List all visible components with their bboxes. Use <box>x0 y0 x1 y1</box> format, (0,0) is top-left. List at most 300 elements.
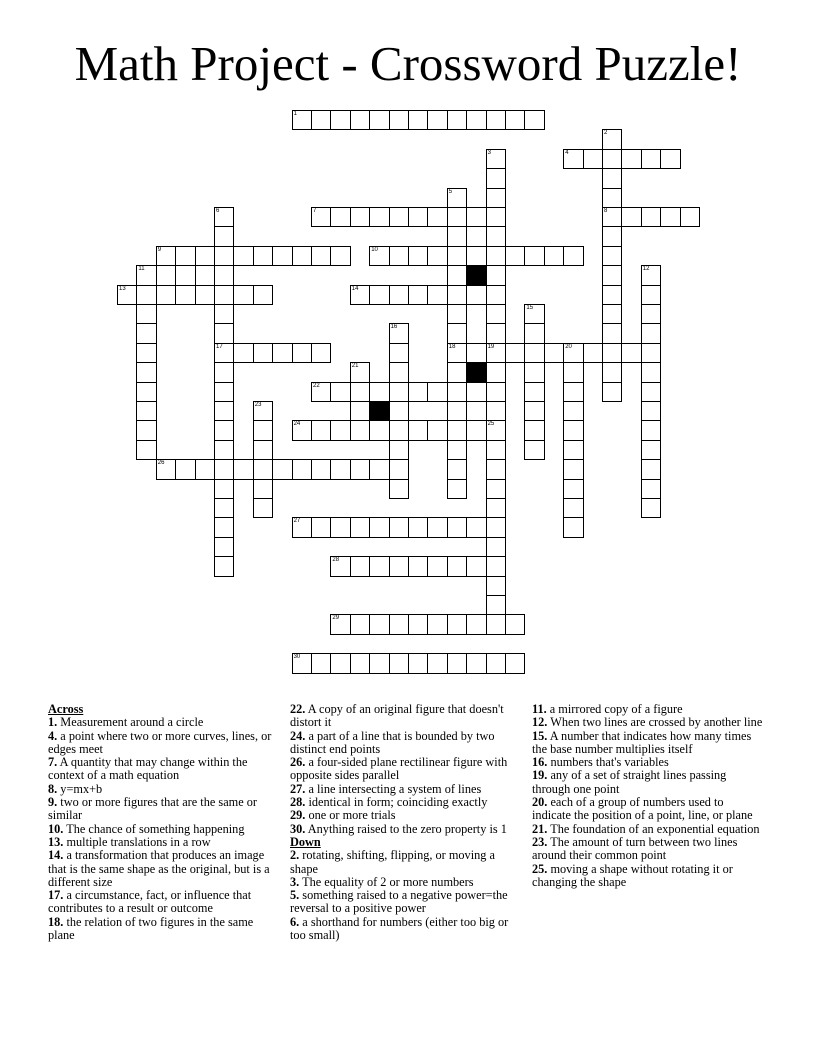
grid-cell[interactable] <box>136 382 156 402</box>
grid-cell[interactable] <box>369 246 389 266</box>
clue-number-label: 10 <box>371 246 378 253</box>
grid-cell[interactable] <box>466 517 486 537</box>
grid-cell[interactable] <box>350 382 370 402</box>
grid-cell[interactable] <box>466 110 486 130</box>
grid-cell[interactable] <box>408 285 428 305</box>
grid-cell[interactable] <box>175 459 195 479</box>
grid-cell[interactable] <box>602 285 622 305</box>
grid-cell[interactable] <box>369 517 389 537</box>
grid-cell[interactable] <box>311 110 331 130</box>
grid-cell[interactable] <box>486 556 506 576</box>
grid-cell[interactable] <box>233 246 253 266</box>
grid-cell[interactable] <box>466 382 486 402</box>
grid-cell[interactable] <box>272 246 292 266</box>
grid-cell[interactable] <box>563 362 583 382</box>
grid-cell[interactable] <box>369 459 389 479</box>
grid-cell[interactable] <box>466 207 486 227</box>
clue-item <box>290 703 522 730</box>
clue-item <box>290 916 522 943</box>
grid-cell[interactable] <box>447 188 467 208</box>
grid-cell[interactable] <box>486 401 506 421</box>
grid-cell[interactable] <box>602 188 622 208</box>
grid-cell[interactable] <box>175 246 195 266</box>
grid-cell[interactable] <box>389 459 409 479</box>
grid-cell[interactable] <box>214 401 234 421</box>
grid-cell[interactable] <box>311 653 331 673</box>
grid-cell[interactable] <box>641 343 661 363</box>
grid-cell[interactable] <box>136 420 156 440</box>
grid-cell[interactable] <box>389 285 409 305</box>
grid-cell[interactable] <box>369 420 389 440</box>
grid-cell[interactable] <box>524 382 544 402</box>
grid-cell[interactable] <box>505 343 525 363</box>
grid-cell[interactable] <box>136 285 156 305</box>
grid-cell[interactable] <box>621 207 641 227</box>
grid-cell[interactable] <box>621 149 641 169</box>
grid-cell[interactable] <box>486 595 506 615</box>
grid-cell[interactable] <box>563 401 583 421</box>
grid-cell[interactable] <box>641 479 661 499</box>
grid-cell[interactable] <box>350 110 370 130</box>
grid-cell[interactable] <box>602 207 622 227</box>
grid-cell[interactable] <box>447 285 467 305</box>
grid-cell[interactable] <box>195 459 215 479</box>
grid-cell[interactable] <box>195 285 215 305</box>
grid-cell[interactable] <box>505 110 525 130</box>
grid-cell[interactable] <box>214 537 234 557</box>
grid-cell[interactable] <box>486 362 506 382</box>
grid-cell[interactable] <box>195 246 215 266</box>
grid-cell[interactable] <box>389 614 409 634</box>
grid-cell[interactable] <box>369 285 389 305</box>
grid-cell[interactable] <box>602 149 622 169</box>
grid-cell[interactable] <box>330 556 350 576</box>
grid-cell[interactable] <box>427 614 447 634</box>
clue-number: 16. <box>532 755 548 770</box>
grid-cell[interactable] <box>524 110 544 130</box>
grid-cell[interactable] <box>389 362 409 382</box>
grid-cell[interactable] <box>486 188 506 208</box>
clue-number-label: 24 <box>293 421 301 428</box>
grid-cell[interactable] <box>253 459 273 479</box>
grid-cell[interactable] <box>486 168 506 188</box>
grid-cell[interactable] <box>486 323 506 343</box>
grid-cell[interactable] <box>427 653 447 673</box>
grid-cell[interactable] <box>214 556 234 576</box>
grid-cell[interactable] <box>447 304 467 324</box>
grid-cell[interactable] <box>214 323 234 343</box>
grid-cell[interactable] <box>447 362 467 382</box>
grid-cell[interactable] <box>466 556 486 576</box>
clue-item <box>290 783 522 796</box>
grid-cell[interactable] <box>272 459 292 479</box>
grid-cell[interactable] <box>641 149 661 169</box>
grid-cell[interactable] <box>486 246 506 266</box>
grid-cell[interactable] <box>524 362 544 382</box>
grid-cell[interactable] <box>311 343 331 363</box>
grid-cell[interactable] <box>214 207 234 227</box>
grid-cell[interactable] <box>253 285 273 305</box>
grid-cell[interactable] <box>524 304 544 324</box>
grid-cell[interactable] <box>466 420 486 440</box>
grid-cell[interactable] <box>466 343 486 363</box>
grid-cell[interactable] <box>389 420 409 440</box>
grid-cell[interactable] <box>350 556 370 576</box>
clue-item <box>290 849 522 876</box>
clue-item <box>48 849 280 889</box>
grid-cell[interactable] <box>602 129 622 149</box>
grid-cell[interactable] <box>156 285 176 305</box>
grid-cell[interactable] <box>233 343 253 363</box>
grid-cell[interactable] <box>660 149 680 169</box>
grid-cell[interactable] <box>641 323 661 343</box>
grid-cell[interactable] <box>524 401 544 421</box>
grid-cell[interactable] <box>292 343 312 363</box>
clue-text: a line intersecting a system of lines <box>305 781 482 796</box>
grid-cell[interactable] <box>389 207 409 227</box>
clue-text: The chance of something happening <box>63 821 245 836</box>
grid-cell[interactable] <box>563 246 583 266</box>
grid-cell[interactable] <box>136 304 156 324</box>
grid-cell[interactable] <box>486 285 506 305</box>
grid-cell[interactable] <box>544 343 564 363</box>
grid-cell[interactable] <box>369 614 389 634</box>
grid-cell[interactable] <box>602 304 622 324</box>
clue-number: 7. <box>48 755 58 770</box>
grid-cell[interactable] <box>214 382 234 402</box>
grid-cell[interactable] <box>427 382 447 402</box>
grid-cell[interactable] <box>563 498 583 518</box>
grid-cell[interactable] <box>486 207 506 227</box>
grid-cell[interactable] <box>602 323 622 343</box>
grid-cell[interactable] <box>486 382 506 402</box>
grid-cell[interactable] <box>311 420 331 440</box>
grid-cell[interactable] <box>486 498 506 518</box>
grid-cell[interactable] <box>214 517 234 537</box>
grid-cell[interactable] <box>524 420 544 440</box>
grid-cell[interactable] <box>330 420 350 440</box>
grid-cell[interactable] <box>136 401 156 421</box>
grid-cell[interactable] <box>505 614 525 634</box>
grid-cell[interactable] <box>389 401 409 421</box>
grid-cell[interactable] <box>680 207 700 227</box>
grid-cell[interactable] <box>486 653 506 673</box>
grid-cell[interactable] <box>602 226 622 246</box>
grid-cell[interactable] <box>641 285 661 305</box>
grid-cell[interactable] <box>253 479 273 499</box>
grid-cell[interactable] <box>369 556 389 576</box>
grid-cell[interactable] <box>136 265 156 285</box>
grid-cell[interactable] <box>641 382 661 402</box>
grid-cell[interactable] <box>350 362 370 382</box>
grid-cell[interactable] <box>602 246 622 266</box>
grid-cell[interactable] <box>447 207 467 227</box>
grid-cell[interactable] <box>447 265 467 285</box>
grid-cell[interactable] <box>175 265 195 285</box>
grid-cell[interactable] <box>253 343 273 363</box>
grid-cell[interactable] <box>136 343 156 363</box>
grid-cell[interactable] <box>156 459 176 479</box>
grid-cell[interactable] <box>292 459 312 479</box>
grid-cell[interactable] <box>292 110 312 130</box>
grid-cell[interactable] <box>466 285 486 305</box>
grid-cell[interactable] <box>214 420 234 440</box>
grid-cell[interactable] <box>117 285 137 305</box>
grid-cell[interactable] <box>621 343 641 363</box>
grid-cell[interactable] <box>447 401 467 421</box>
grid-cell[interactable] <box>486 110 506 130</box>
grid-cell[interactable] <box>253 420 273 440</box>
grid-cell[interactable] <box>641 401 661 421</box>
grid-cell[interactable] <box>136 362 156 382</box>
grid-cell[interactable] <box>350 614 370 634</box>
grid-cell[interactable] <box>292 517 312 537</box>
grid-cell[interactable] <box>486 459 506 479</box>
clue-number-label: 2 <box>604 130 608 137</box>
grid-cell[interactable] <box>389 246 409 266</box>
grid-cell[interactable] <box>350 420 370 440</box>
grid-cell[interactable] <box>272 343 292 363</box>
grid-cell[interactable] <box>486 149 506 169</box>
grid-cell[interactable] <box>641 265 661 285</box>
grid-cell[interactable] <box>175 285 195 305</box>
grid-cell[interactable] <box>369 110 389 130</box>
grid-cell[interactable] <box>233 459 253 479</box>
clue-number: 10. <box>48 821 64 836</box>
grid-cell[interactable] <box>524 343 544 363</box>
grid-cell[interactable] <box>408 110 428 130</box>
grid-cell[interactable] <box>486 537 506 557</box>
grid-cell[interactable] <box>292 420 312 440</box>
grid-cell[interactable] <box>195 265 215 285</box>
grid-cell[interactable] <box>408 517 428 537</box>
grid-cell[interactable] <box>214 304 234 324</box>
grid-cell[interactable] <box>136 440 156 460</box>
grid-cell[interactable] <box>214 362 234 382</box>
grid-cell[interactable] <box>214 265 234 285</box>
grid-cell[interactable] <box>641 420 661 440</box>
clue-column-1 <box>48 703 280 942</box>
clue-number-label: 17 <box>216 343 223 350</box>
grid-cell[interactable] <box>447 343 467 363</box>
grid-cell[interactable] <box>292 246 312 266</box>
grid-cell[interactable] <box>602 168 622 188</box>
grid-cell[interactable] <box>427 556 447 576</box>
grid-cell[interactable] <box>486 343 506 363</box>
grid-cell[interactable] <box>563 382 583 402</box>
grid-cell[interactable] <box>563 517 583 537</box>
grid-cell[interactable] <box>486 576 506 596</box>
grid-cell[interactable] <box>408 556 428 576</box>
grid-cell[interactable] <box>447 323 467 343</box>
grid-cell[interactable] <box>427 246 447 266</box>
grid-cell[interactable] <box>505 653 525 673</box>
grid-cell[interactable] <box>447 459 467 479</box>
clue-text: a transformation that produces an image that is the same shape as the original, but is a different size <box>48 848 270 889</box>
grid-cell[interactable] <box>447 110 467 130</box>
grid-cell[interactable] <box>214 479 234 499</box>
grid-cell[interactable] <box>641 440 661 460</box>
grid-cell[interactable] <box>486 304 506 324</box>
grid-cell[interactable] <box>486 517 506 537</box>
clue-item <box>48 916 280 943</box>
grid-cell[interactable] <box>389 110 409 130</box>
grid-cell[interactable] <box>408 246 428 266</box>
grid-cell[interactable] <box>641 459 661 479</box>
grid-cell[interactable] <box>408 207 428 227</box>
grid-cell[interactable] <box>369 382 389 402</box>
grid-cell[interactable] <box>602 265 622 285</box>
grid-cell[interactable] <box>544 246 564 266</box>
grid-cell[interactable] <box>214 343 234 363</box>
grid-cell[interactable] <box>466 653 486 673</box>
grid-cell[interactable] <box>447 382 467 402</box>
grid-cell[interactable] <box>447 556 467 576</box>
grid-cell[interactable] <box>486 226 506 246</box>
grid-cell[interactable] <box>389 653 409 673</box>
grid-cell[interactable] <box>466 246 486 266</box>
grid-cell[interactable] <box>350 401 370 421</box>
clue-item <box>532 796 764 823</box>
grid-cell[interactable] <box>408 653 428 673</box>
grid-cell[interactable] <box>369 207 389 227</box>
grid-cell[interactable] <box>214 246 234 266</box>
grid-cell[interactable] <box>389 517 409 537</box>
grid-cell[interactable] <box>311 246 331 266</box>
grid-cell[interactable] <box>350 459 370 479</box>
grid-cell[interactable] <box>311 382 331 402</box>
clue-text: y=mx+b <box>57 781 103 796</box>
grid-cell[interactable] <box>563 440 583 460</box>
clue-number: 3. <box>290 874 300 889</box>
grid-cell[interactable] <box>641 362 661 382</box>
grid-cell[interactable] <box>447 440 467 460</box>
grid-cell[interactable] <box>486 479 506 499</box>
grid-cell[interactable] <box>253 401 273 421</box>
grid-cell[interactable] <box>330 653 350 673</box>
grid-cell[interactable] <box>214 498 234 518</box>
grid-cell[interactable] <box>369 653 389 673</box>
grid-cell[interactable] <box>524 323 544 343</box>
grid-cell[interactable] <box>389 479 409 499</box>
grid-cell[interactable] <box>427 420 447 440</box>
grid-cell[interactable] <box>350 285 370 305</box>
grid-cell[interactable] <box>641 207 661 227</box>
grid-cell[interactable] <box>486 440 506 460</box>
grid-cell[interactable] <box>447 246 467 266</box>
grid-cell[interactable] <box>330 207 350 227</box>
grid-cell[interactable] <box>563 459 583 479</box>
clue-item <box>290 756 522 783</box>
grid-cell[interactable] <box>253 498 273 518</box>
grid-cell[interactable] <box>408 614 428 634</box>
grid-cell[interactable] <box>466 614 486 634</box>
grid-cell[interactable] <box>214 226 234 246</box>
grid-cell[interactable] <box>563 420 583 440</box>
grid-cell[interactable] <box>427 110 447 130</box>
grid-cell[interactable] <box>214 440 234 460</box>
grid-cell[interactable] <box>641 498 661 518</box>
grid-cell[interactable] <box>389 323 409 343</box>
grid-cell[interactable] <box>330 614 350 634</box>
grid-cell[interactable] <box>563 479 583 499</box>
grid-cell[interactable] <box>447 479 467 499</box>
grid-cell[interactable] <box>408 420 428 440</box>
grid-cell[interactable] <box>563 343 583 363</box>
grid-cell[interactable] <box>408 382 428 402</box>
grid-cell[interactable] <box>214 459 234 479</box>
grid-cell[interactable] <box>602 382 622 402</box>
grid-cell[interactable] <box>563 149 583 169</box>
grid-cell[interactable] <box>330 517 350 537</box>
grid-cell[interactable] <box>447 517 467 537</box>
grid-cell[interactable] <box>156 246 176 266</box>
grid-cell[interactable] <box>389 343 409 363</box>
grid-cell[interactable] <box>447 653 467 673</box>
grid-cell[interactable] <box>389 382 409 402</box>
grid-cell[interactable] <box>427 285 447 305</box>
grid-cell[interactable] <box>447 614 467 634</box>
grid-cell[interactable] <box>330 246 350 266</box>
grid-cell[interactable] <box>156 265 176 285</box>
grid-cell[interactable] <box>330 382 350 402</box>
grid-cell[interactable] <box>330 110 350 130</box>
grid-cell[interactable] <box>311 459 331 479</box>
grid-cell[interactable] <box>602 362 622 382</box>
grid-cell[interactable] <box>641 304 661 324</box>
grid-cell[interactable] <box>505 246 525 266</box>
clue-number-label: 27 <box>293 518 301 525</box>
grid-cell[interactable] <box>602 343 622 363</box>
grid-cell[interactable] <box>233 285 253 305</box>
grid-cell[interactable] <box>486 420 506 440</box>
grid-cell[interactable] <box>427 517 447 537</box>
grid-cell[interactable] <box>447 226 467 246</box>
clue-number: 12. <box>532 715 548 730</box>
grid-cell[interactable] <box>350 207 370 227</box>
clue-number: 11. <box>532 702 547 716</box>
clue-heading: Across <box>48 702 84 716</box>
clue-number-label: 20 <box>565 343 572 350</box>
grid-cell[interactable] <box>583 149 603 169</box>
clue-number-label: 15 <box>526 305 534 311</box>
grid-cell[interactable] <box>253 440 273 460</box>
clue-text: each of a group of numbers used to indicate the position of a point, line, or plane <box>532 795 753 823</box>
grid-cell[interactable] <box>330 459 350 479</box>
grid-cell[interactable] <box>389 440 409 460</box>
grid-cell[interactable] <box>253 246 273 266</box>
grid-cell[interactable] <box>427 207 447 227</box>
grid-cell[interactable] <box>311 517 331 537</box>
grid-cell[interactable] <box>350 653 370 673</box>
grid-cell[interactable] <box>583 343 603 363</box>
grid-cell[interactable] <box>311 207 331 227</box>
grid-cell[interactable] <box>660 207 680 227</box>
clue-text: a four-sided plane rectilinear figure with opposite sides parallel <box>290 755 508 783</box>
clue-number-label: 5 <box>448 188 453 195</box>
grid-cell[interactable] <box>486 265 506 285</box>
grid-cell[interactable] <box>214 285 234 305</box>
grid-cell[interactable] <box>389 556 409 576</box>
grid-cell[interactable] <box>524 246 544 266</box>
grid-cell[interactable] <box>136 323 156 343</box>
grid-cell[interactable] <box>524 440 544 460</box>
clue-number: 17. <box>48 888 64 903</box>
grid-cell[interactable] <box>350 517 370 537</box>
grid-cell[interactable] <box>486 614 506 634</box>
grid-cell[interactable] <box>292 653 312 673</box>
grid-cell[interactable] <box>447 420 467 440</box>
